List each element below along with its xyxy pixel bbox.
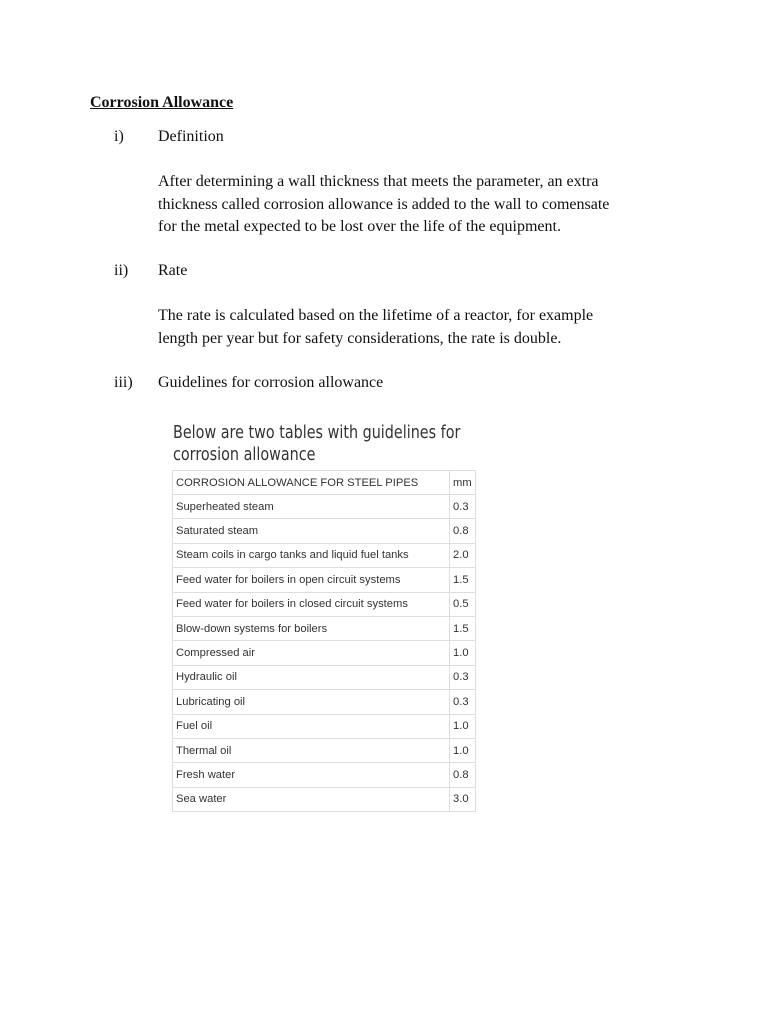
table-cell-allowance-mm: 1.0 xyxy=(450,641,476,665)
item-marker-1: i) xyxy=(114,128,124,145)
guidelines-image xyxy=(172,420,478,816)
table-row xyxy=(173,543,476,567)
table-row xyxy=(173,592,476,616)
table-cell-application: Compressed air xyxy=(173,641,450,665)
table-row xyxy=(173,616,476,640)
table-cell-allowance-mm: 1.0 xyxy=(450,714,476,738)
paragraph-line: The rate is calculated based on the lifetime of a reactor, for example xyxy=(158,307,594,324)
table-cell-application: Hydraulic oil xyxy=(173,665,450,689)
table-header-description: CORROSION ALLOWANCE FOR STEEL PIPES xyxy=(173,471,450,495)
table-cell-allowance-mm: 0.3 xyxy=(450,495,476,519)
item-marker-3: iii) xyxy=(114,374,133,391)
table-header-row xyxy=(173,471,476,495)
table-row xyxy=(173,568,476,592)
table-cell-allowance-mm: 1.5 xyxy=(450,568,476,592)
paragraph-line: thickness called corrosion allowance is added to the wall to comensate xyxy=(158,195,610,213)
table-cell-allowance-mm: 0.3 xyxy=(450,690,476,714)
corrosion-allowance-table xyxy=(172,470,476,812)
table-row xyxy=(173,738,476,762)
table-cell-application: Lubricating oil xyxy=(173,690,450,714)
definition-paragraph xyxy=(158,171,658,239)
table-cell-application: Fresh water xyxy=(173,763,450,787)
table-row xyxy=(173,787,476,811)
paragraph-line: length per year but for safety considerations, the rate is double. xyxy=(158,329,562,347)
table-cell-application: Saturated steam xyxy=(173,519,450,543)
item-heading-rate: Rate xyxy=(158,262,188,279)
table-cell-application: Feed water for boilers in closed circuit systems xyxy=(173,592,450,616)
table-cell-allowance-mm: 0.3 xyxy=(450,665,476,689)
table-row xyxy=(173,690,476,714)
table-cell-allowance-mm: 0.5 xyxy=(450,592,476,616)
guidelines-heading-line: corrosion allowance xyxy=(173,445,316,465)
table-row xyxy=(173,763,476,787)
table-cell-application: Fuel oil xyxy=(173,714,450,738)
item-marker-2: ii) xyxy=(114,262,129,279)
table-row xyxy=(173,495,476,519)
item-heading-definition: Definition xyxy=(158,128,224,145)
table-row xyxy=(173,641,476,665)
paragraph-line: for the metal expected to be lost over the life of the equipment. xyxy=(158,218,561,235)
table-cell-application: Steam coils in cargo tanks and liquid fuel tanks xyxy=(173,543,450,567)
table-row xyxy=(173,714,476,738)
table-cell-application: Sea water xyxy=(173,787,450,811)
table-cell-allowance-mm: 0.8 xyxy=(450,763,476,787)
table-cell-allowance-mm: 2.0 xyxy=(450,543,476,567)
table-cell-allowance-mm: 0.8 xyxy=(450,519,476,543)
guidelines-heading-line: Below are two tables with guidelines for xyxy=(173,423,461,443)
table-cell-application: Blow-down systems for boilers xyxy=(173,616,450,640)
table-cell-application: Superheated steam xyxy=(173,495,450,519)
table-cell-allowance-mm: 1.0 xyxy=(450,738,476,762)
table-cell-allowance-mm: 1.5 xyxy=(450,616,476,640)
paragraph-line: After determining a wall thickness that meets the parameter, an extra xyxy=(158,173,599,190)
table-cell-allowance-mm: 3.0 xyxy=(450,787,476,811)
table-row xyxy=(173,665,476,689)
table-header-unit: mm xyxy=(450,471,476,495)
table-cell-application: Feed water for boilers in open circuit systems xyxy=(173,568,450,592)
item-heading-guidelines: Guidelines for corrosion allowance xyxy=(158,374,384,391)
table-row xyxy=(173,519,476,543)
guidelines-image-heading xyxy=(173,422,460,466)
rate-paragraph xyxy=(158,305,658,350)
table-cell-application: Thermal oil xyxy=(173,738,450,762)
document-title: Corrosion Allowance xyxy=(90,94,234,111)
